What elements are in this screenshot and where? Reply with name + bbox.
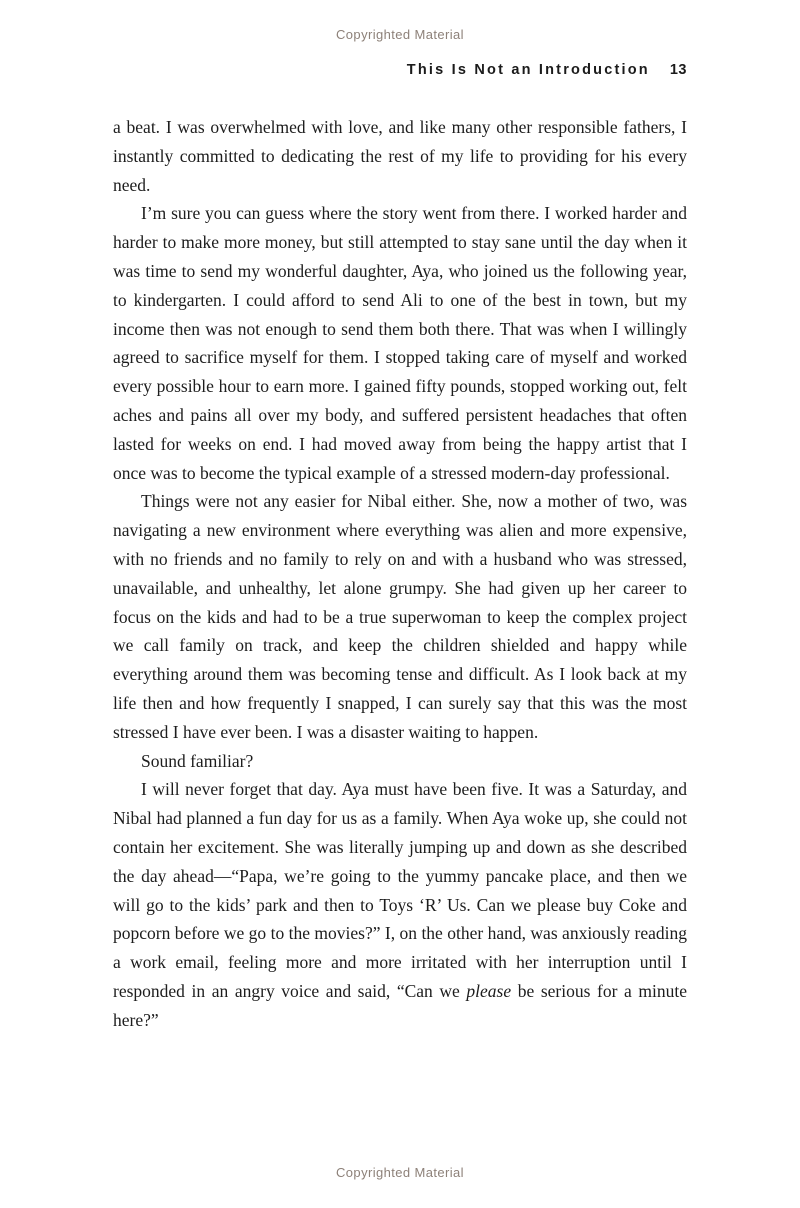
copyright-notice-top: Copyrighted Material (336, 27, 464, 42)
text-run: Things were not any easier for Nibal either. She, now a mother of two, was navigating a new environment where everything was alien and more expensive, with no friends and no family to rely on and with a husband who was stressed, unavailable, and unhealthy, let alone grumpy. She had given up her career to focus on the kids and had to be a true superwoman to keep the complex project we call family on track, and keep the children shielded and happy while everything around them was becoming tense and difficult. As I look back at my life then and how frequently I snapped, I can surely say that this was the most stressed I have ever been. I was a disaster waiting to happen. (113, 491, 687, 742)
text-run: be serious for a minute here?” (113, 980, 687, 1030)
text-run: I’m sure you can guess where the story went from there. I worked harder and harder to make more money, but still attempted to stay sane until the day when it was time to send my wonderful daughter, Aya, who joined us the following year, to kindergarten. I could afford to send Ali to one of the best in town, but my income then was not enough to send them both there. That was when I willingly agreed to sacrifice myself for them. I stopped taking care of myself and worked every possible hour to earn more. I gained fifty pounds, stopped working out, felt aches and pains all over my body, and suffered persistent headaches that often lasted for weeks on end. I had moved away from being the happy artist that I once was to become the typical example of a stressed modern-day professional. (113, 203, 687, 483)
page-number: 13 (669, 62, 687, 78)
paragraph (113, 775, 687, 1034)
text-run: Sound familiar? (141, 750, 254, 771)
body-text (113, 113, 687, 1035)
italic-text-run: please (466, 980, 512, 1001)
paragraph (113, 747, 687, 776)
chapter-title: This Is Not an Introduction (406, 62, 650, 78)
paragraph (113, 113, 687, 199)
copyright-notice-bottom: Copyrighted Material (336, 1165, 464, 1180)
running-header (407, 62, 687, 78)
text-run: a beat. I was overwhelmed with love, and like many other responsible fathers, I instantly committed to dedicating the rest of my life to providing for his every need. (113, 117, 687, 195)
text-run: I will never forget that day. Aya must have been five. It was a Saturday, and Nibal had planned a fun day for us as a family. When Aya woke up, she could not contain her excitement. She was literally jumping up and down as she described the day ahead—“Papa, we’re going to the yummy pancake place, and then we will go to the kids’ park and then to Toys ‘R’ Us. Can we please buy Coke and popcorn before we go to the movies?” I, on the other hand, was anxiously reading a work email, feeling more and more irritated with her interruption until I responded in an angry voice and said, “Can we (113, 779, 687, 1001)
paragraph (113, 199, 687, 487)
paragraph (113, 487, 687, 746)
